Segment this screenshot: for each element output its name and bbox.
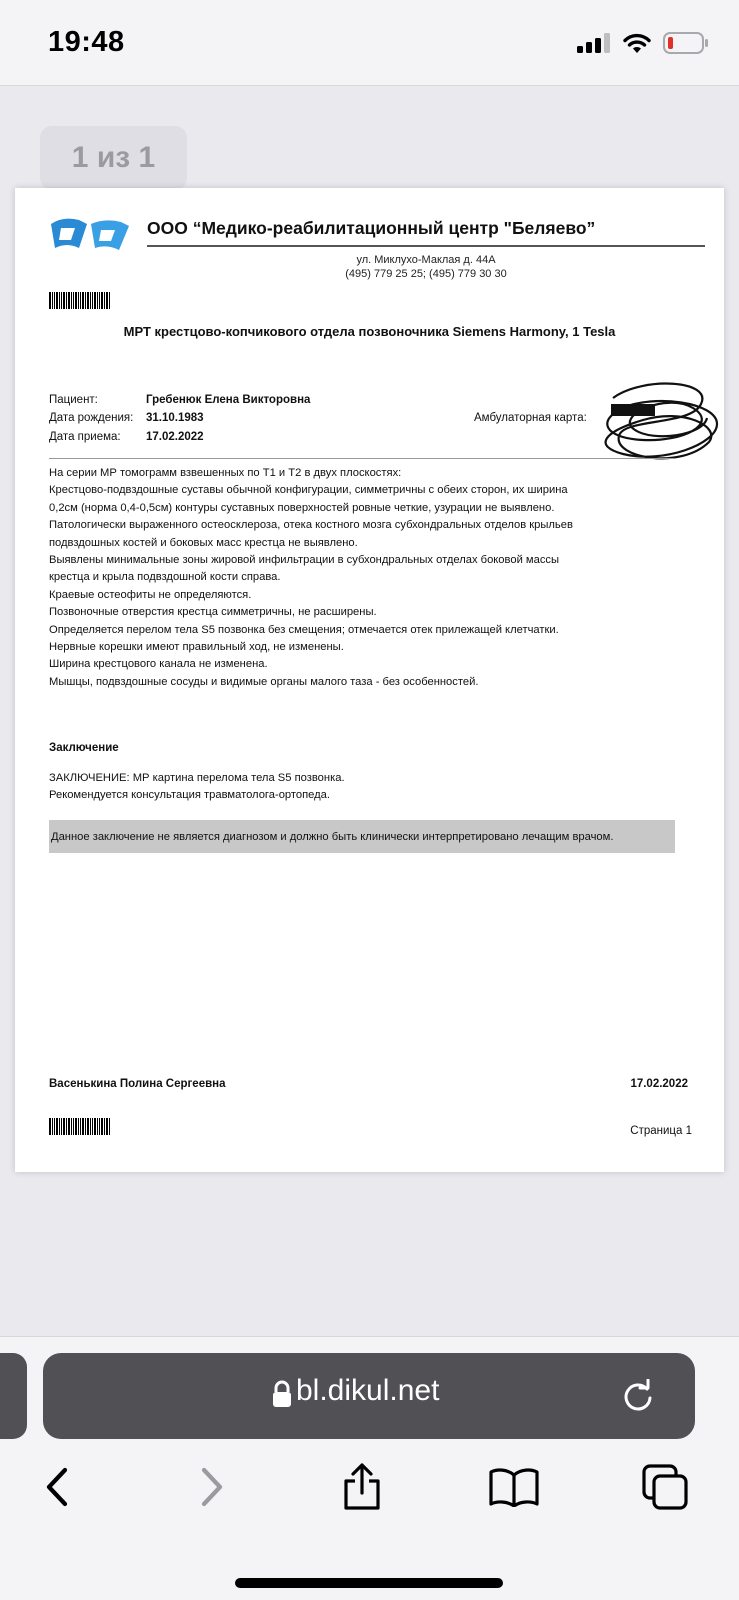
patient-name: Гребенюк Елена Викторовна — [146, 394, 311, 406]
clinic-name: ООО “Медико-реабилитационный центр "Беляево” — [147, 218, 596, 238]
findings-text — [49, 465, 589, 691]
dob-label: Дата рождения: — [49, 412, 134, 424]
recommendation-line: Рекомендуется консультация травматолога-ортопеда. — [49, 789, 331, 802]
share-icon — [342, 1463, 382, 1511]
doctor-name: Васенькина Полина Сергеевна — [49, 1078, 226, 1090]
clinic-phones: (495) 779 25 25; (495) 779 30 30 — [345, 268, 507, 280]
status-icons — [577, 32, 709, 54]
ambulatory-card-label: Амбулаторная карта: — [474, 412, 587, 424]
cellular-signal-icon — [577, 33, 611, 53]
clinic-address: ул. Миклухо-Маклая д. 44А — [356, 254, 496, 266]
visit-date: 17.02.2022 — [146, 431, 204, 443]
dob-value: 31.10.1983 — [146, 412, 204, 424]
redaction-scribble — [583, 378, 723, 470]
reload-icon[interactable] — [621, 1379, 655, 1413]
page-counter: 1 из 1 — [40, 126, 187, 190]
lock-icon — [272, 1379, 292, 1409]
findings-line: Позвоночные отверстия крестца симметричны, не расширены. — [49, 606, 377, 619]
findings-line: Мышцы, подвздошные сосуды и видимые органы малого таза - без особенностей. — [49, 675, 479, 688]
back-button[interactable] — [27, 1457, 87, 1517]
document-page — [15, 188, 724, 1172]
clock: 19:48 — [48, 26, 125, 58]
book-icon — [489, 1467, 539, 1507]
share-button[interactable] — [332, 1457, 392, 1517]
home-indicator[interactable] — [235, 1578, 503, 1588]
findings-line: Определяется перелом тела S5 позвонка без смещения; отмечается отек прилежащей клетчатки. — [49, 623, 559, 636]
document-viewer[interactable] — [0, 86, 739, 1336]
header-divider — [147, 245, 705, 247]
findings-line: Ширина крестцового канала не изменена. — [49, 658, 268, 671]
findings-line: Нервные корешки имеют правильный ход, не изменены. — [49, 641, 344, 654]
address-bar[interactable] — [43, 1353, 695, 1439]
findings-line: Патологически выраженного остеосклероза, отека костного мозга субхондральных отделов крыльев подвздошных костей и боковых масс крестца не выявлено. — [49, 519, 573, 549]
barcode-bottom — [49, 1118, 115, 1135]
study-title: МРТ крестцово-копчикового отдела позвоночника Siemens Harmony, 1 Tesla — [123, 324, 616, 339]
tabs-icon — [642, 1464, 688, 1510]
visit-label: Дата приема: — [49, 431, 121, 443]
barcode-top — [49, 292, 115, 309]
findings-line: Крестцово-подвздошные суставы обычной конфигурации, симметричны с обеих сторон, их ширина 0,2см (норма 0,4-0,5см) контуры суставных поверхностей ровные четкие, узурации не выявлено. — [49, 484, 568, 514]
status-bar — [0, 0, 739, 86]
page-number: Страница 1 — [630, 1125, 692, 1137]
conclusion-text — [49, 770, 345, 805]
chevron-right-icon — [198, 1467, 226, 1507]
clinic-logo — [49, 214, 131, 254]
info-divider — [49, 458, 675, 459]
forward-button[interactable] — [182, 1457, 242, 1517]
findings-line: Краевые остеофиты не определяются. — [49, 588, 252, 601]
findings-line: Выявлены минимальные зоны жировой инфильтрации в субхондральных отделах боковой массы крестца и крыла подвздошной кости справа. — [49, 554, 560, 584]
bookmarks-button[interactable] — [484, 1457, 544, 1517]
findings-line: На серии МР томограмм взвешенных по Т1 и Т2 в двух плоскостях: — [49, 467, 402, 479]
wifi-icon — [623, 33, 651, 54]
chevron-left-icon — [43, 1467, 71, 1507]
browser-chrome — [0, 1336, 739, 1600]
browser-toolbar — [0, 1457, 739, 1517]
patient-label: Пациент: — [49, 394, 98, 406]
battery-icon — [663, 32, 709, 54]
conclusion-line: ЗАКЛЮЧЕНИЕ: МР картина перелома тела S5 позвонка. — [49, 772, 345, 784]
disclaimer-banner: Данное заключение не является диагнозом и должно быть клинически интерпретировано лечащим врачом. — [49, 820, 675, 853]
signature-date: 17.02.2022 — [630, 1078, 688, 1090]
conclusion-heading: Заключение — [49, 742, 119, 754]
previous-tab-peek[interactable] — [0, 1353, 27, 1439]
tabs-button[interactable] — [635, 1457, 695, 1517]
url-text: bl.dikul.net — [296, 1374, 440, 1407]
